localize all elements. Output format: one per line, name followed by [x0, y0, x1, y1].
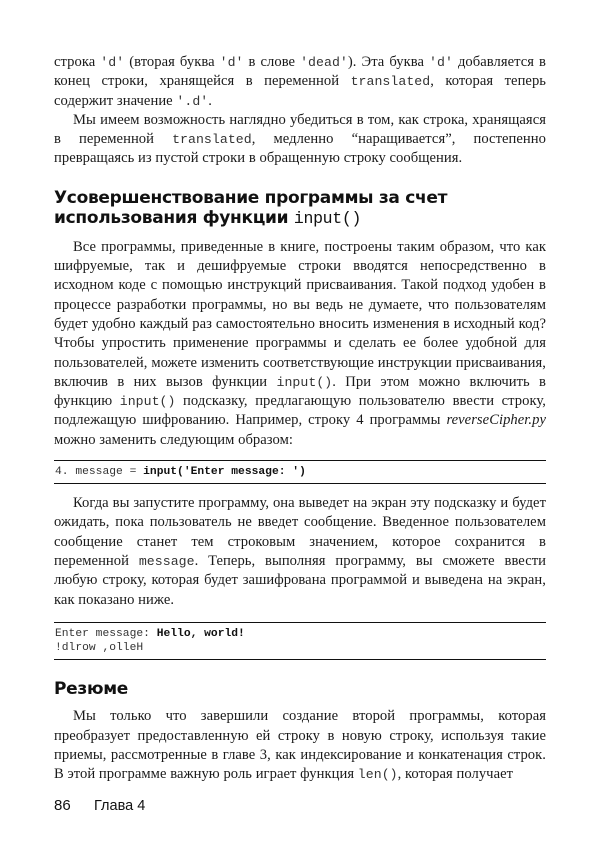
text: строка [54, 54, 101, 70]
inline-code: 'd' [219, 55, 244, 70]
paragraph [54, 111, 546, 169]
inline-code: len() [357, 767, 398, 783]
code-line: !dlrow ,olleH [55, 641, 144, 654]
code-bold: Hello, world! [156, 627, 245, 640]
text: добавляется в конец строки, хранящейся в переменной [54, 54, 546, 90]
text: (вторая буква [124, 54, 220, 70]
section-heading: Резюме [54, 678, 129, 699]
text: . Теперь, выполняя программу, вы сможете ввести любую строку, которая будет зашифрована программой и выведена на экран, как показано ниже. [54, 552, 547, 608]
code-text: 4. message = [55, 466, 144, 479]
section-heading [54, 188, 546, 230]
chapter-label: Глава 4 [94, 798, 146, 814]
text: можно заменить следующим образом: [54, 431, 293, 448]
filename: reverseCipher.py [446, 412, 546, 429]
text: подсказку, предлагающую пользователю ввести строку, подлежащую шифрованию. Например, строку 4 программы [54, 393, 546, 429]
text: , которая теперь содержит значение [54, 73, 547, 109]
inline-code: 'dead' [300, 55, 348, 70]
inline-code: input() [276, 374, 333, 390]
paragraph [54, 238, 546, 450]
text: , которая получает [397, 766, 514, 783]
heading-line: Усовершенствование программы за счет [54, 187, 448, 208]
inline-code: '.d' [176, 93, 209, 109]
code-block [54, 460, 546, 484]
inline-code: translated [350, 74, 431, 90]
section-summary [54, 679, 546, 785]
code-text: Enter message: [55, 627, 157, 640]
console-output [54, 622, 546, 660]
inline-code: input() [119, 394, 176, 410]
inline-code: 'd' [429, 55, 453, 70]
page-footer [54, 797, 145, 814]
text: . [208, 92, 212, 109]
code-line [55, 465, 546, 479]
text: ). Эта буква [347, 54, 430, 70]
code-line [55, 627, 546, 641]
inline-code: translated [172, 132, 252, 148]
text: в слове [243, 54, 301, 70]
paragraph [54, 494, 546, 610]
text: Когда вы запустите программу, она выведет на экран эту подсказку и будет ожидать, пока пользователь не введет сообщение. Введенное пользователем сообщение станет тем строковым значением, которое сохранится в переменной [54, 495, 546, 569]
inline-code: 'd' [100, 55, 125, 70]
heading-code: input() [293, 209, 362, 229]
text: , медленно “наращивается”, постепенно превращаясь из пустой строки в обращенную строку сообщения. [54, 131, 546, 167]
paragraph-continued [54, 53, 546, 111]
section-input-function [54, 188, 546, 660]
text: Все программы, приведенные в книге, построены таким образом, что как шифруемые, так и дешифруемые строки вводятся непосредственно в исходном коде с помощью инструкций присваивания. Такой подход удобен в процессе разработки программы, но вы ведь не думаете, что пользователям будет удобно каждый раз самостоятельно вносить изменения в исходный код? Чтобы упростить применение программы и сделать ее более удобной для пользователей, можете изменить соответствующие инструкции присваивания, включив в них вызов функции [54, 238, 546, 390]
heading-line: использования функции [54, 208, 294, 229]
text: . При этом можно включить в функцию [54, 373, 546, 410]
book-page [54, 53, 546, 785]
page-number: 86 [54, 797, 71, 814]
inline-code: message [138, 553, 195, 569]
code-bold: input('Enter message: ') [143, 466, 306, 479]
text: Мы имеем возможность наглядно убедиться в том, как строка, хранящаяся в переменной [54, 111, 546, 148]
paragraph [54, 707, 546, 784]
text: Мы только что завершили создание второй программы, которая преобразует предоставленную ей строку в новую строку, используя такие приемы, рассмотренные в главе 3, как индексирование и конкатенация строк. В этой программе важную роль играет функция [54, 708, 546, 783]
